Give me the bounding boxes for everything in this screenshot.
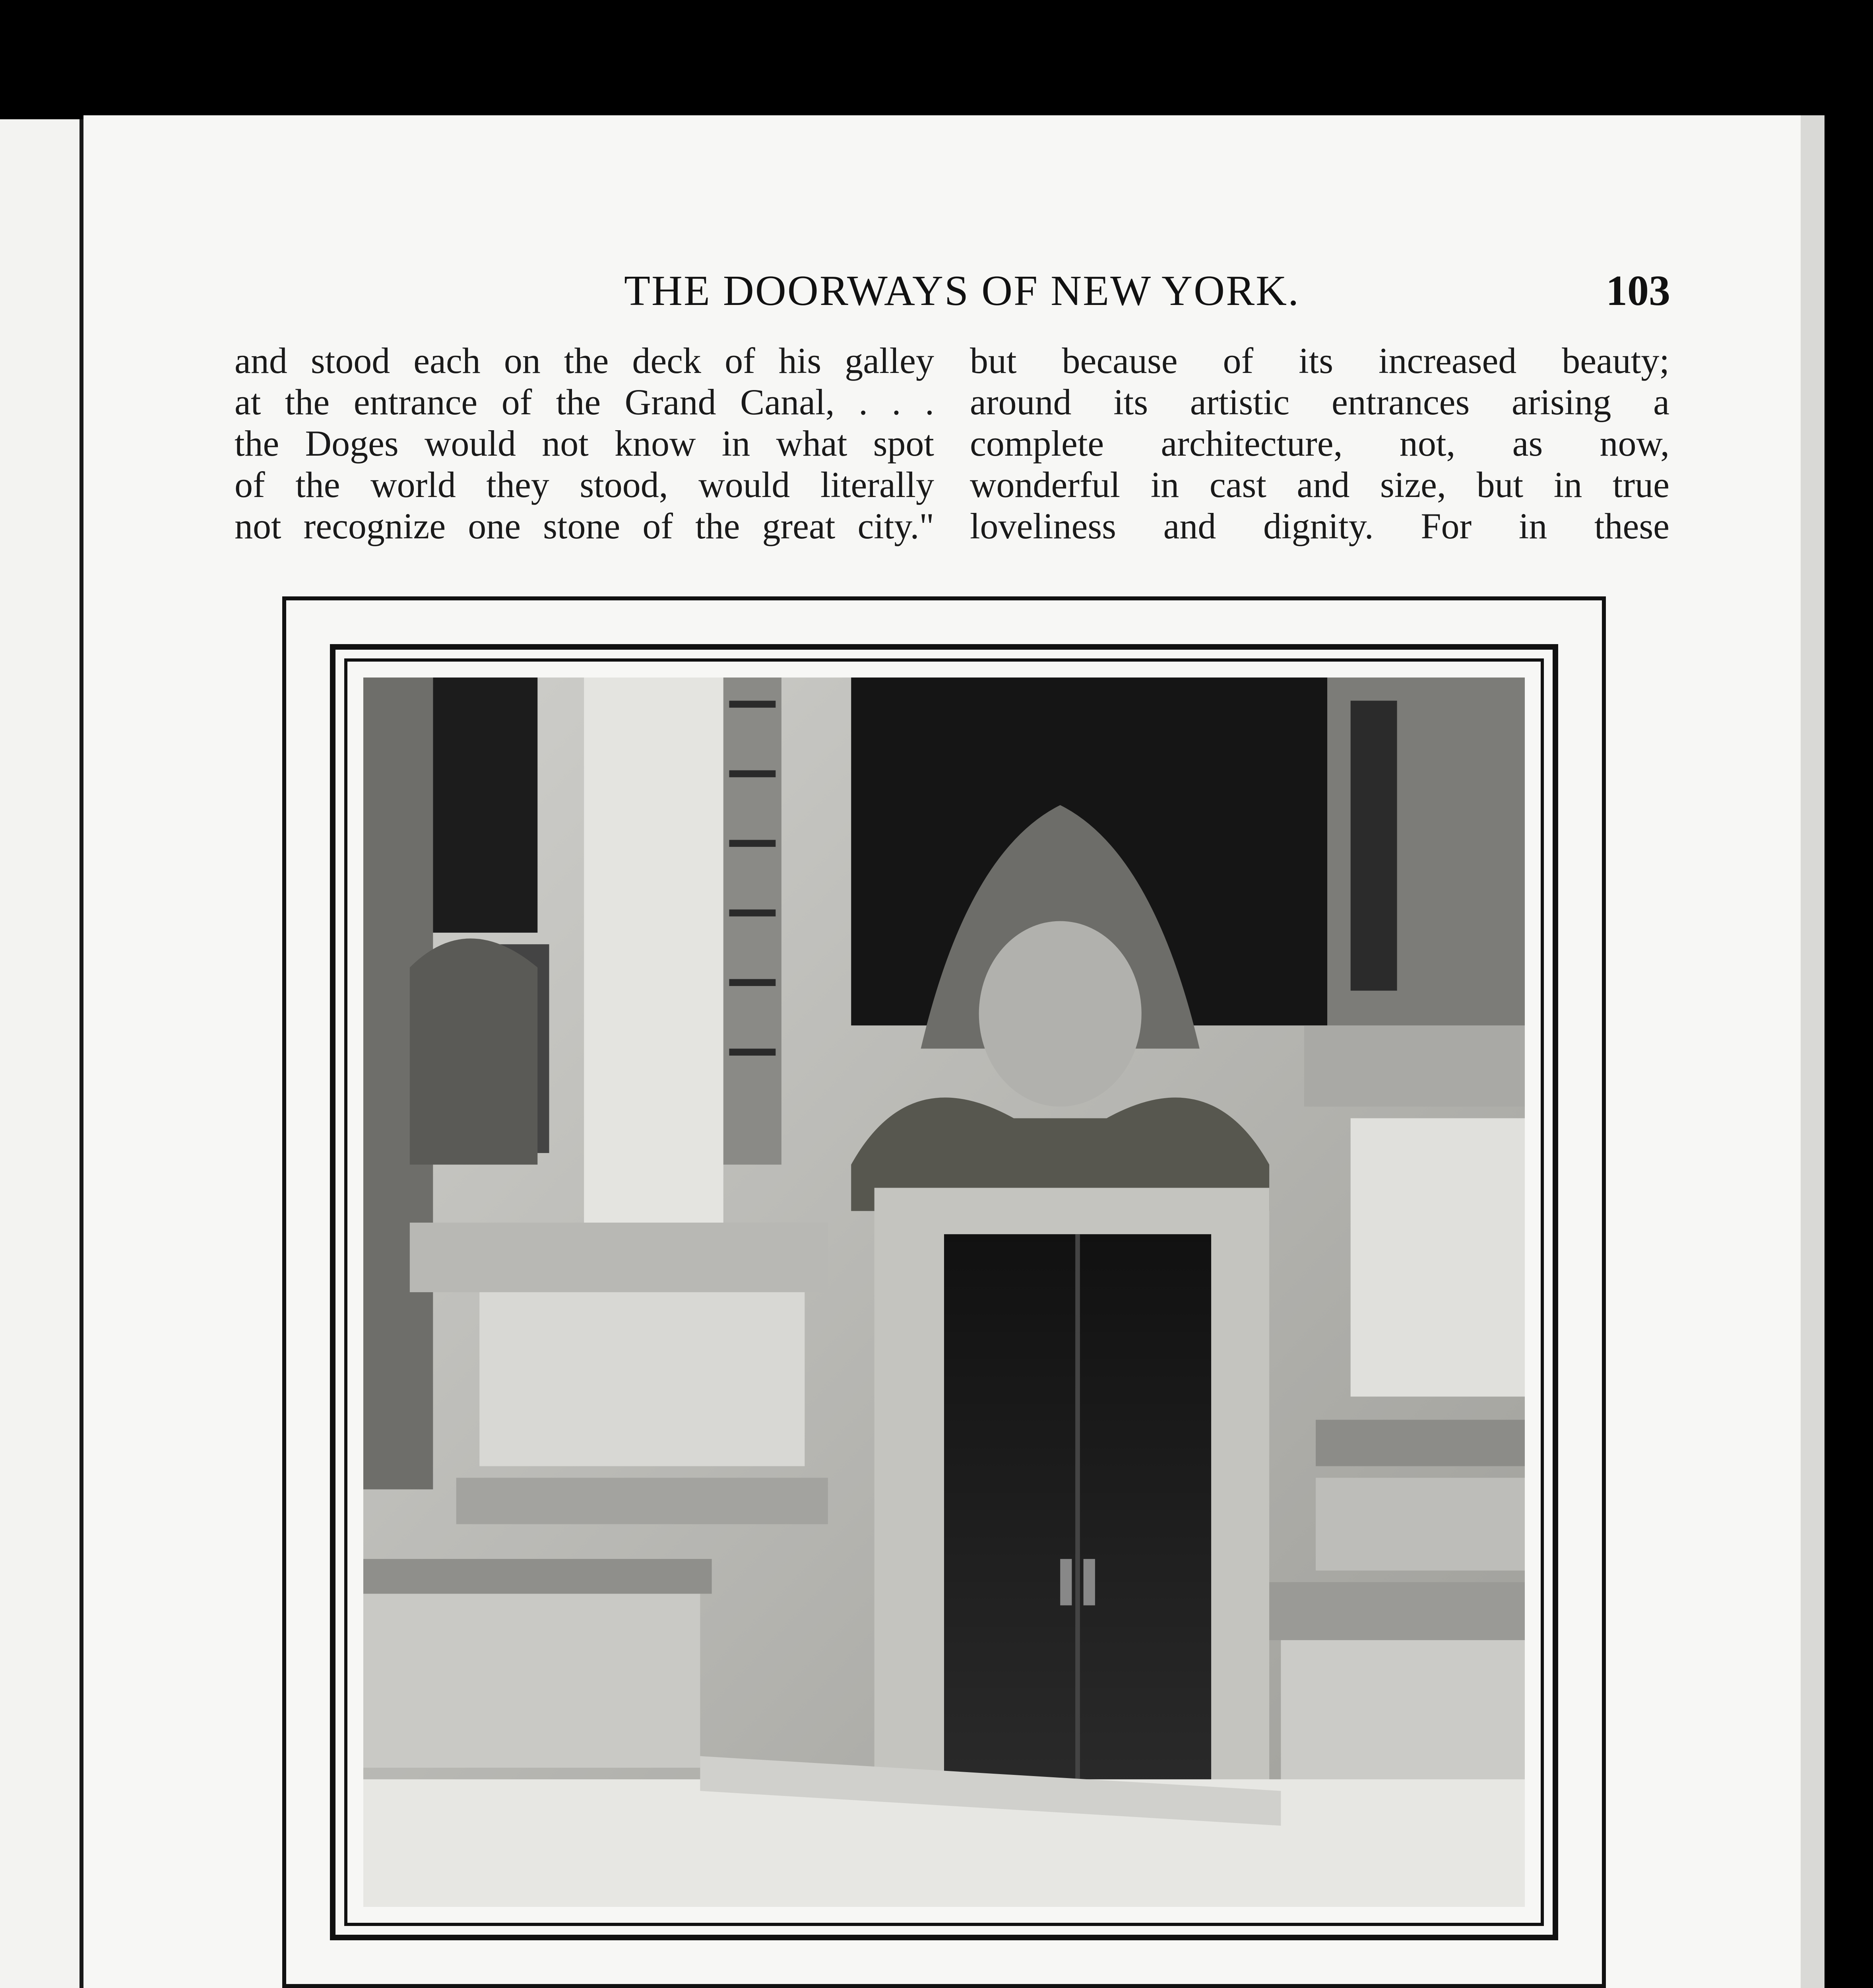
running-title: THE DOORWAYS OF NEW YORK. bbox=[624, 267, 1300, 315]
text-line: the Doges would not know in what spot bbox=[235, 423, 934, 464]
top-left-column bbox=[235, 340, 934, 547]
figure-border-inner bbox=[344, 658, 1544, 1926]
text-line: not recognize one stone of the great city." bbox=[235, 506, 934, 546]
book-page bbox=[83, 115, 1825, 1988]
figure-frame bbox=[282, 596, 1606, 1988]
text-line: at the entrance of the Grand Canal, . . . bbox=[235, 382, 934, 422]
facing-page-edge bbox=[0, 119, 85, 1988]
text-line: loveliness and dignity. For in these bbox=[970, 506, 1669, 546]
text-line: of the world they stood, would literally bbox=[235, 464, 934, 505]
figure-border bbox=[330, 644, 1558, 1940]
text-line: wonderful in cast and size, but in true bbox=[970, 464, 1669, 505]
text-line: complete architecture, not, as now, bbox=[970, 423, 1669, 464]
text-line: and stood each on the deck of his galley bbox=[235, 340, 934, 381]
page-header bbox=[83, 266, 1801, 322]
doorway-photograph bbox=[363, 678, 1525, 1907]
top-right-column bbox=[970, 340, 1669, 547]
page-number: 103 bbox=[1606, 267, 1670, 315]
text-line: around its artistic entrances arising a bbox=[970, 382, 1669, 422]
text-line: but because of its increased beauty; bbox=[970, 340, 1669, 381]
